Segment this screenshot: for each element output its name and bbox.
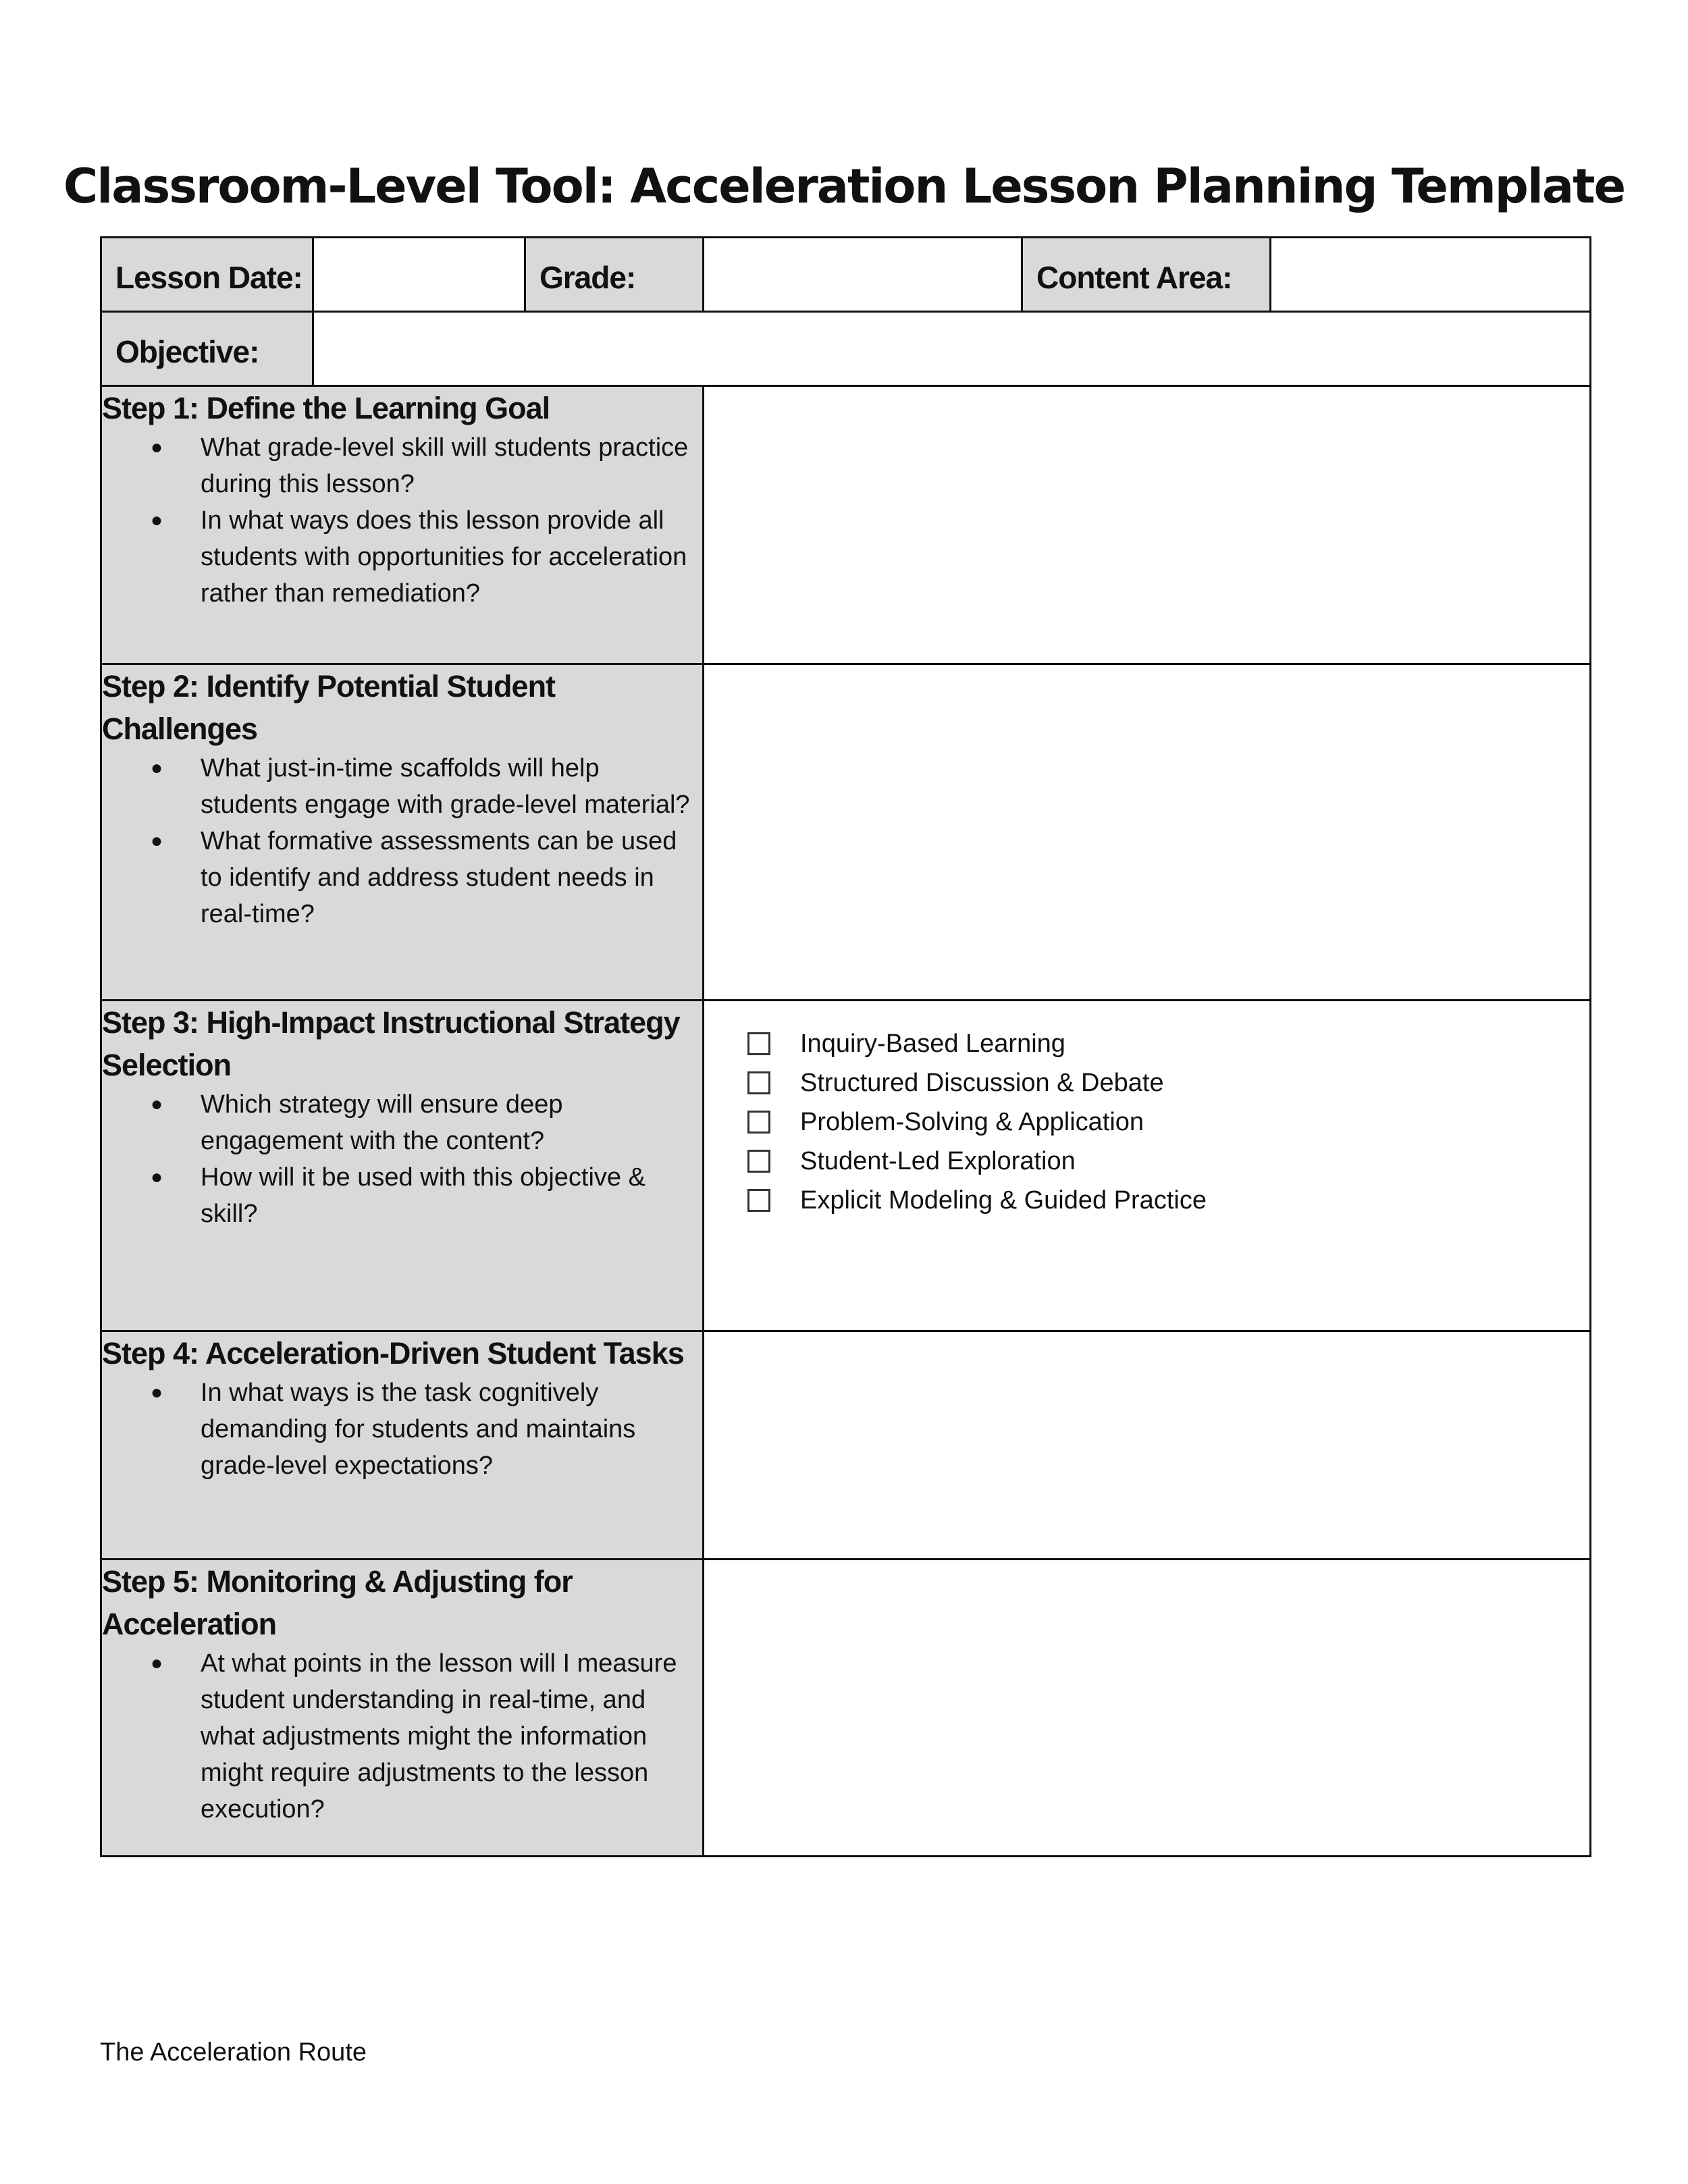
checkbox-icon[interactable] [747, 1111, 770, 1134]
step-4-title: Step 4: Acceleration-Driven Student Tasks [102, 1336, 684, 1370]
checkbox-icon[interactable] [747, 1071, 770, 1094]
content-area-label-cell [1022, 238, 1271, 312]
step-1-questions [102, 429, 702, 612]
checkbox-icon[interactable] [747, 1150, 770, 1173]
list-item: ● What formative assessments can be used to identify and address student needs in real-time? [102, 823, 702, 932]
list-item: ● What just-in-time scaffolds will help students engage with grade-level material? [102, 750, 702, 823]
grade-field[interactable] [704, 238, 1022, 312]
list-item: ● In what ways is the task cognitively demanding for students and maintains grade-level expectations? [102, 1375, 702, 1484]
step-2-prompt [101, 664, 704, 1001]
lesson-date-label: Lesson Date: [115, 260, 302, 295]
step-1-prompt [101, 386, 704, 664]
list-item: ● How will it be used with this objective & skill? [102, 1159, 702, 1232]
lesson-plan-table [100, 236, 1591, 1857]
step-4-response-field[interactable] [704, 1331, 1591, 1560]
step-1-response-field[interactable] [704, 386, 1591, 664]
lesson-date-label-cell [101, 238, 313, 312]
checkbox-icon[interactable] [747, 1189, 770, 1212]
strategy-option-label: Problem-Solving & Application [800, 1107, 1144, 1136]
strategy-option-label: Explicit Modeling & Guided Practice [800, 1186, 1207, 1215]
content-area-label: Content Area: [1036, 260, 1232, 295]
objective-field[interactable] [313, 312, 1591, 386]
grade-label-cell [525, 238, 704, 312]
content-area-field[interactable] [1271, 238, 1591, 312]
strategy-option-label: Inquiry-Based Learning [800, 1029, 1065, 1058]
step-3-title: Step 3: High-Impact Instructional Strategy Selection [102, 1005, 680, 1082]
step-3-row [101, 1001, 1591, 1331]
step-2-title: Step 2: Identify Potential Student Challenges [102, 669, 556, 746]
strategy-option-student-led[interactable] [747, 1142, 1589, 1181]
step-2-questions [102, 750, 702, 932]
step-4-questions [102, 1375, 702, 1484]
step-3-prompt [101, 1001, 704, 1331]
strategy-checklist [704, 1001, 1589, 1220]
step-2-response-field[interactable] [704, 664, 1591, 1001]
list-item: ● At what points in the lesson will I measure student understanding in real-time, and what adjustments might the information might require adjustments to the lesson execution? [102, 1645, 702, 1828]
step-4-prompt [101, 1331, 704, 1560]
step-3-questions [102, 1086, 702, 1232]
lesson-date-field[interactable] [313, 238, 525, 312]
grade-label: Grade: [539, 260, 636, 295]
strategy-option-problem-solving[interactable] [747, 1102, 1589, 1142]
objective-label: Objective: [115, 334, 259, 369]
page-title: Classroom-Level Tool: Acceleration Lesson Planning Template [63, 159, 1625, 214]
step-5-prompt [101, 1560, 704, 1857]
step-2-row [101, 664, 1591, 1001]
step-5-row [101, 1560, 1591, 1857]
strategy-option-explicit-modeling[interactable] [747, 1181, 1589, 1220]
step-5-title: Step 5: Monitoring & Adjusting for Acceleration [102, 1564, 573, 1641]
list-item: ● In what ways does this lesson provide all students with opportunities for acceleration rather than remediation? [102, 502, 702, 612]
header-row [101, 238, 1591, 312]
list-item: ● Which strategy will ensure deep engagement with the content? [102, 1086, 702, 1159]
step-1-row [101, 386, 1591, 664]
objective-label-cell [101, 312, 313, 386]
strategy-option-label: Structured Discussion & Debate [800, 1068, 1164, 1097]
strategy-option-inquiry[interactable] [747, 1024, 1589, 1063]
step-5-response-field[interactable] [704, 1560, 1591, 1857]
list-item: ● What grade-level skill will students practice during this lesson? [102, 429, 702, 502]
checkbox-icon[interactable] [747, 1032, 770, 1055]
strategy-option-discussion[interactable] [747, 1063, 1589, 1102]
step-3-strategy-options [704, 1001, 1591, 1331]
strategy-option-label: Student-Led Exploration [800, 1146, 1076, 1175]
step-1-title: Step 1: Define the Learning Goal [102, 391, 550, 425]
step-4-row [101, 1331, 1591, 1560]
step-5-questions [102, 1645, 702, 1828]
objective-row [101, 312, 1591, 386]
footer-text: The Acceleration Route [100, 2038, 367, 2067]
